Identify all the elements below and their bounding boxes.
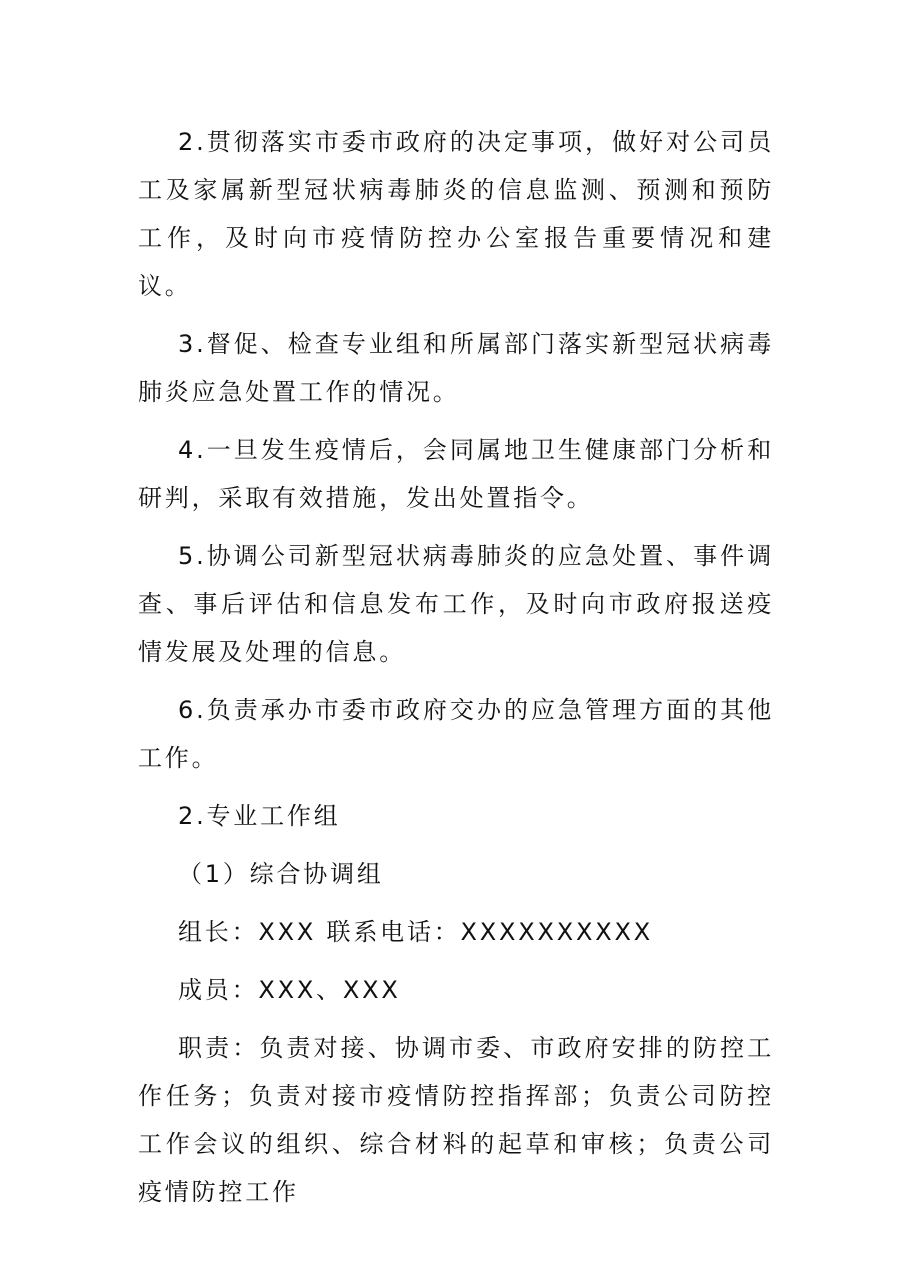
paragraph-gap [138,956,774,966]
paragraph-gap [138,522,774,532]
paragraph-gap [138,782,774,792]
paragraph-gap [138,310,774,320]
group-leader-line: 组长：XXX 联系电话：XXXXXXXXXX [178,918,653,946]
document-body [138,118,774,1216]
paragraph-gap [138,676,774,686]
paragraph-duty-5: 5.协调公司新型冠状病毒肺炎的应急处置、事件调查、事后评估和信息发布工作，及时向市政府报送疫情发展及处理的信息。 [138,542,774,666]
group-responsibilities-paragraph: 职责：负责对接、协调市委、市政府安排的防控工作任务；负责对接市疫情防控指挥部；负责公司防控工作会议的组织、综合材料的起草和审核；负责公司疫情防控工作 [138,1034,774,1206]
paragraph-gap [138,898,774,908]
paragraph-duty-3: 3.督促、检查专业组和所属部门落实新型冠状病毒肺炎应急处置工作的情况。 [138,330,774,406]
paragraph-gap [138,1014,774,1024]
paragraph-duty-2: 2.贯彻落实市委市政府的决定事项，做好对公司员工及家属新型冠状病毒肺炎的信息监测、预测和预防工作，及时向市疫情防控办公室报告重要情况和建议。 [138,128,774,300]
section-heading-work-groups: 2.专业工作组 [178,802,341,830]
paragraph-duty-6: 6.负责承办市委市政府交办的应急管理方面的其他工作。 [138,696,774,772]
group-members-line: 成员：XXX、XXX [178,976,401,1004]
paragraph-gap [138,840,774,850]
paragraph-duty-4: 4.一旦发生疫情后，会同属地卫生健康部门分析和研判，采取有效措施，发出处置指令。 [138,436,774,512]
paragraph-gap [138,416,774,426]
subsection-heading-coordination-group: （1）综合协调组 [178,860,384,888]
